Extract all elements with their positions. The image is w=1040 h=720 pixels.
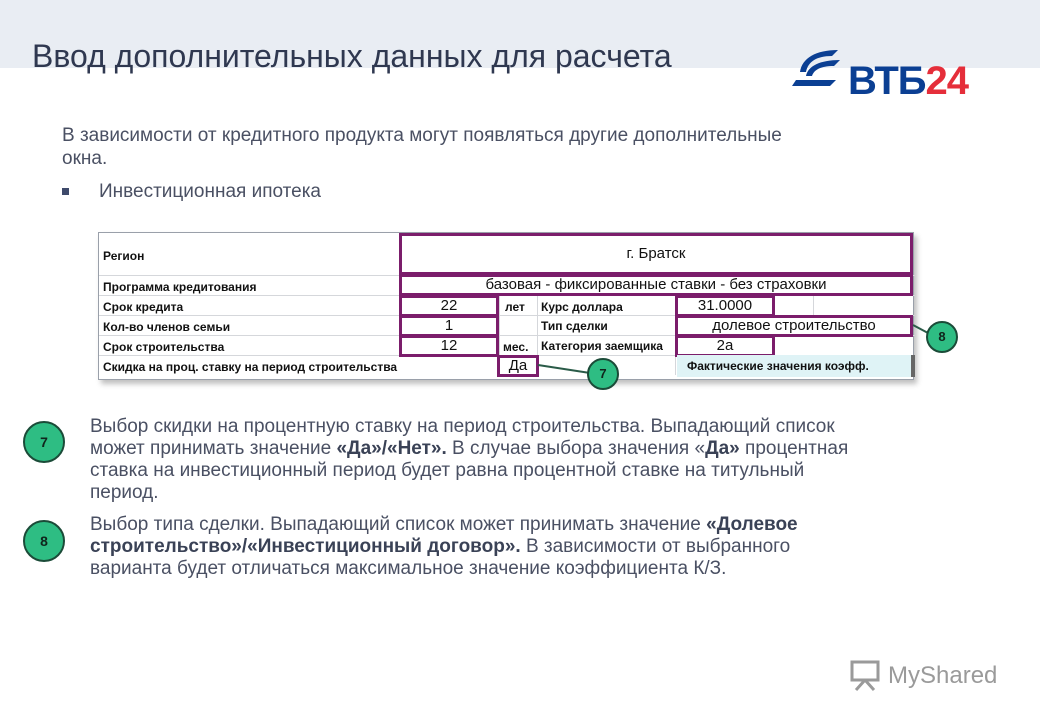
- desc8-line-1: [90, 514, 1010, 536]
- desc8-bold: строительство»/«Инвестиционный договор».: [90, 536, 521, 557]
- usd-rate-value: 31.0000: [697, 297, 753, 314]
- construction-value: 12: [440, 337, 458, 354]
- desc7-part: процентная: [739, 438, 849, 459]
- description-7: [90, 416, 1010, 504]
- desc8-part: В зависимости от выбранного: [520, 536, 791, 557]
- deal-type-value: долевое строительство: [712, 317, 876, 334]
- description-8: [90, 514, 1010, 580]
- myshared-watermark: [848, 658, 1008, 694]
- label-deal-type: Тип сделки: [541, 319, 608, 333]
- desc8-line-2: [90, 536, 1010, 558]
- desc7-bold: Да»: [705, 438, 740, 459]
- label-construction: Срок строительства: [103, 340, 225, 354]
- desc7-part: В случае выбора значения «: [446, 438, 706, 459]
- program-value: базовая - фиксированные ставки - без страховки: [485, 276, 827, 293]
- desc7-bold: «Да»/«Нет».: [336, 438, 447, 459]
- borrower-category-value: 2а: [716, 337, 734, 354]
- desc8-line-3: варианта будет отличаться максимальное значение коэффициента К/З.: [90, 558, 727, 579]
- logo-text-24: 24: [925, 59, 969, 103]
- desc7-line-3: ставка на инвестиционный период будет равна процентной ставке на титульный: [90, 460, 805, 481]
- label-months: мес.: [503, 340, 529, 354]
- desc7-part: может принимать значение: [90, 438, 337, 459]
- label-borrower-category: Категория заемщика: [541, 339, 663, 353]
- desc8-part: Выбор типа сделки. Выпадающий список может принимать значение: [90, 514, 707, 535]
- label-region: Регион: [103, 249, 145, 263]
- watermark-text: MyShared: [888, 662, 998, 689]
- slide-title: Ввод дополнительных данных для расчета: [32, 38, 672, 74]
- intro-line-1: В зависимости от кредитного продукта могут появляться другие дополнительные: [62, 125, 782, 146]
- region-value: г. Братск: [626, 245, 686, 262]
- label-discount: Скидка на проц. ставку на период строительства: [103, 360, 398, 374]
- callout-marker-7: 7: [587, 358, 619, 390]
- desc-marker-7: 7: [23, 421, 65, 463]
- actual-coef-header: Фактические значения коэфф.: [677, 355, 915, 377]
- desc7-line-4: период.: [90, 482, 159, 503]
- term-value: 22: [440, 297, 458, 314]
- discount-value: Да: [508, 357, 528, 374]
- label-family: Кол-во членов семьи: [103, 320, 231, 334]
- intro-line-2: окна.: [62, 148, 108, 169]
- label-years: лет: [505, 300, 525, 314]
- connector-line-7: [538, 365, 590, 373]
- desc-marker-8: 8: [23, 520, 65, 562]
- presentation-board-icon: [848, 658, 884, 692]
- callout-marker-8: 8: [926, 321, 958, 353]
- desc7-line-2: [90, 438, 1010, 460]
- logo-text-vtb: ВТБ: [848, 59, 926, 103]
- label-program: Программа кредитования: [103, 280, 257, 294]
- desc7-line-1: Выбор скидки на процентную ставку на период строительства. Выпадающий список: [90, 416, 835, 437]
- desc8-bold: «Долевое: [706, 514, 798, 535]
- label-term: Срок кредита: [103, 300, 184, 314]
- bullet-text: Инвестиционная ипотека: [99, 181, 321, 202]
- label-usd-rate: Курс доллара: [541, 300, 623, 314]
- family-value: 1: [444, 317, 454, 334]
